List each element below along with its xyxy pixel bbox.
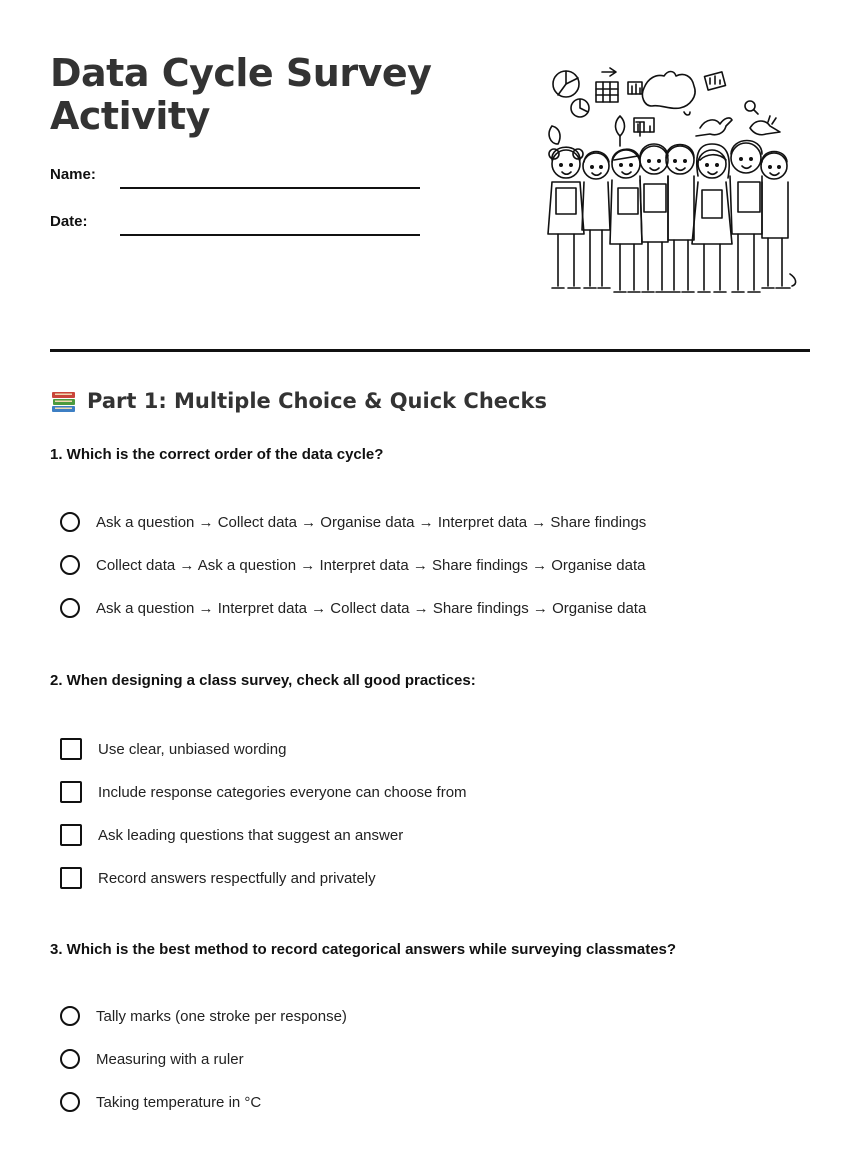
option-label: Use clear, unbiased wording	[98, 740, 287, 758]
radio-button[interactable]	[60, 512, 80, 532]
question-3-option-1[interactable]	[60, 1003, 347, 1029]
option-label: Ask a question → Collect data → Organise data → Interpret data → Share findings	[96, 513, 647, 531]
worksheet-title: Data Cycle Survey Activity	[50, 51, 432, 138]
header-divider	[50, 349, 810, 352]
question-2-option-4[interactable]	[60, 865, 376, 891]
question-1-option-2[interactable]	[60, 552, 645, 578]
books-icon	[50, 388, 78, 414]
radio-button[interactable]	[60, 1006, 80, 1026]
section-title-text: Part 1: Multiple Choice & Quick Checks	[87, 389, 547, 413]
option-label: Collect data → Ask a question → Interpret data → Share findings → Organise data	[96, 556, 646, 574]
question-2-option-2[interactable]	[60, 779, 467, 805]
option-label: Record answers respectfully and privately	[98, 869, 376, 887]
question-3: 3. Which is the best method to record categorical answers while surveying classmates?	[50, 941, 677, 958]
option-label: Include response categories everyone can choose from	[98, 783, 467, 801]
question-2-option-1[interactable]	[60, 736, 286, 762]
question-1-option-1[interactable]	[60, 509, 646, 535]
option-label: Ask a question → Interpret data → Collect data → Share findings → Organise data	[96, 599, 647, 617]
question-1: 1. Which is the correct order of the data cycle?	[50, 446, 384, 463]
question-2: 2. When designing a class survey, check all good practices:	[50, 672, 476, 689]
checkbox[interactable]	[60, 781, 82, 803]
checkbox[interactable]	[60, 824, 82, 846]
checkbox[interactable]	[60, 867, 82, 889]
radio-button[interactable]	[60, 1049, 80, 1069]
option-label: Tally marks (one stroke per response)	[96, 1007, 347, 1025]
date-field[interactable]	[120, 234, 420, 236]
question-2-option-3[interactable]	[60, 822, 403, 848]
radio-button[interactable]	[60, 598, 80, 618]
date-label: Date:	[50, 213, 88, 230]
section-title-part-1	[50, 388, 547, 414]
option-label: Ask leading questions that suggest an answer	[98, 826, 404, 844]
name-field[interactable]	[120, 187, 420, 189]
children-survey-illustration	[540, 64, 802, 304]
option-label: Measuring with a ruler	[96, 1050, 244, 1068]
radio-button[interactable]	[60, 555, 80, 575]
checkbox[interactable]	[60, 738, 82, 760]
option-label: Taking temperature in °C	[96, 1093, 262, 1111]
name-label: Name:	[50, 166, 96, 183]
radio-button[interactable]	[60, 1092, 80, 1112]
question-3-option-3[interactable]	[60, 1089, 261, 1115]
question-3-option-2[interactable]	[60, 1046, 244, 1072]
question-1-option-3[interactable]	[60, 595, 646, 621]
